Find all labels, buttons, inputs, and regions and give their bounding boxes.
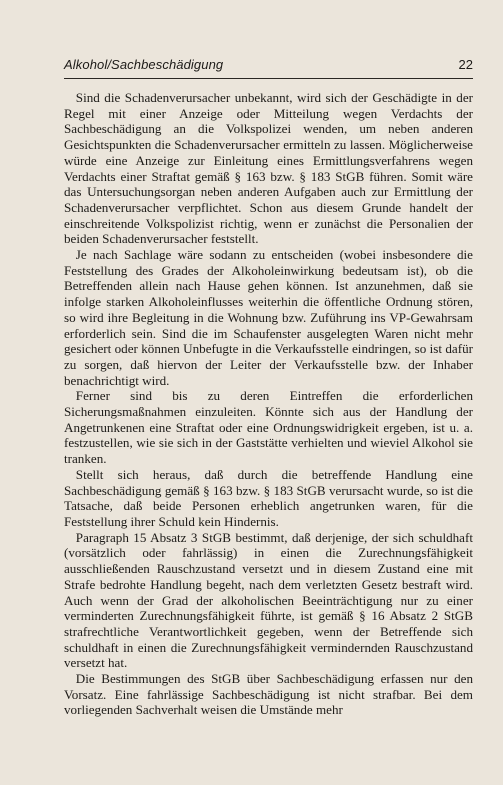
paragraph: Paragraph 15 Absatz 3 StGB bestimmt, daß derjenige, der sich schuldhaft (vorsätzlich oder fahrlässig) in einen die Zurechnungsfähigkeit ausschließenden Rauschzustand versetzt und in diesem Zustand eine mit Strafe bedrohte Handlung begeht, nach dem verletzten Gesetz bestraft wird. Auch wenn der Grad der alkoholischen Beeinträchtigung nur zu einer verminderten Zurechnungsfähigkeit führte, ist gemäß § 16 Absatz 2 StGB strafrechtliche Verantwortlichkeit gegeben, wenn der Betreffende sich schuldhaft in einen die Zurechnungsfähigkeit vermindernden Rauschzustand versetzt hat. <box>64 529 473 671</box>
paragraph: Die Bestimmungen des StGB über Sachbeschädigung erfassen nur den Vorsatz. Eine fahrlässige Sachbeschädigung ist nicht strafbar. Bei dem vorliegenden Sachverhalt weisen die Umstände mehr <box>64 671 473 718</box>
header-rule <box>64 78 473 79</box>
paragraph: Je nach Sachlage wäre sodann zu entscheiden (wobei insbesondere die Feststellung des Grades der Alkoholeinwirkung bedeutsam ist), ob die Betreffenden allein nach Hause gehen können. Ist anzunehmen, daß sie infolge starken Alkoholeinflusses weiterhin die öffentliche Ordnung stören, so wird ihre Begleitung in die Wohnung bzw. Zuführung ins VP-Gewahrsam erforderlich sein. Sind die im Schaufenster ausgelegten Waren nicht mehr gesichert oder können Unbefugte in die Verkaufsstelle eindringen, so ist dafür zu sorgen, daß hiervon der Leiter der Verkaufsstelle bzw. der Inhaber benachrichtigt wird. <box>64 247 473 388</box>
body-text <box>64 90 473 718</box>
paragraph: Stellt sich heraus, daß durch die betreffende Handlung eine Sachbeschädigung gemäß § 163 bzw. § 183 StGB verursacht wurde, so ist die Tatsache, daß beide Personen erheblich angetrunken waren, für die Feststellung ihrer Schuld kein Hindernis. <box>64 466 473 529</box>
paragraph: Sind die Schadenverursacher unbekannt, wird sich der Geschädigte in der Regel mit einer Anzeige oder Mitteilung wegen Verdachts der Sachbeschädigung an die Volkspolizei wenden, um neben anderen Gesichtspunkten die Schadenverursacher ermitteln zu lassen. Möglicherweise würde eine Anzeige zur Einleitung eines Ermittlungsverfahrens wegen Verdachts einer Straftat gemäß § 163 bzw. § 183 StGB führen. Somit wäre das Untersuchungsorgan neben anderen Aufgaben auch zur Ermittlung der Schadenverursacher verpflichtet. Schon aus diesem Grunde handelt der einschreitende Volkspolizist richtig, wenn er zunächst die Personalien der beiden Schadenverursacher feststellt. <box>64 90 473 247</box>
running-head <box>64 56 473 76</box>
page-number: 22 <box>458 57 473 72</box>
chapter-title: Alkohol/Sachbeschädigung <box>64 57 224 72</box>
paragraph: Ferner sind bis zu deren Eintreffen die erforderlichen Sicherungsmaßnahmen einzuleiten. Könnte sich aus der Handlung der Angetrunkenen eine Straftat oder eine Ordnungswidrigkeit ergeben, ist u. a. festzustellen, wie sie sich in der Gaststätte verhielten und wieviel Alkohol sie tranken. <box>64 388 473 467</box>
